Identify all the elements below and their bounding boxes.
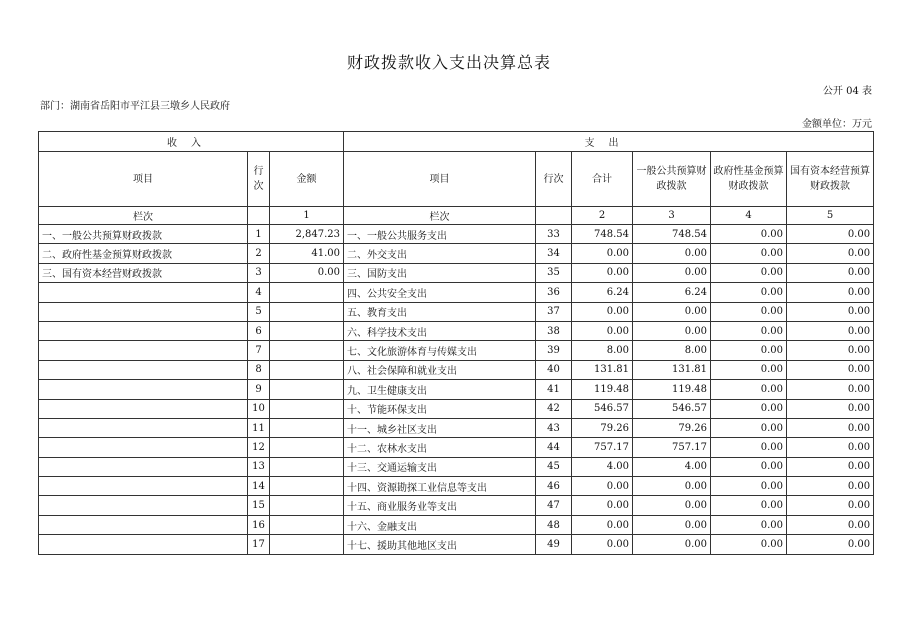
income-row-no-cell: 13 [248,457,270,476]
expense-row-no-cell: 41 [536,380,572,399]
table-row [39,263,874,282]
table-row [39,360,874,379]
expense-row-no-cell: 42 [536,399,572,418]
income-item-cell [39,360,248,379]
income-amount-cell [270,515,344,534]
unit-label: 金额单位：万元 [802,119,872,130]
income-item-cell: 三、国有资本经营财政拨款 [39,263,248,282]
table-row [39,283,874,302]
income-row-no-cell: 17 [248,535,270,554]
expense-item-cell: 十六、金融支出 [344,515,536,534]
expense-item-header: 项目 [344,152,536,207]
income-item-cell [39,380,248,399]
income-row-no-cell: 5 [248,302,270,321]
gov-fund-cell: 0.00 [711,341,787,360]
index-col-5: 5 [787,207,874,225]
expense-section: 支出 [344,132,874,152]
income-index-label: 栏次 [39,207,248,225]
expense-row-no-cell: 45 [536,457,572,476]
total-header: 合计 [572,152,633,207]
general-budget-cell: 4.00 [633,457,711,476]
state-capital-cell: 0.00 [787,380,874,399]
income-amount-cell [270,380,344,399]
state-capital-cell: 0.00 [787,225,874,244]
income-amount-cell [270,360,344,379]
expense-row-no-cell: 39 [536,341,572,360]
expense-row-no-cell: 49 [536,535,572,554]
expense-item-cell: 十七、援助其他地区支出 [344,535,536,554]
expense-item-cell: 十四、资源勘探工业信息等支出 [344,477,536,496]
total-cell: 0.00 [572,263,633,282]
total-cell: 119.48 [572,380,633,399]
state-capital-cell: 0.00 [787,302,874,321]
gov-fund-cell: 0.00 [711,244,787,263]
income-index-col: 1 [270,207,344,225]
total-cell: 0.00 [572,535,633,554]
income-row-no-cell: 1 [248,225,270,244]
gov-fund-cell: 0.00 [711,457,787,476]
general-budget-cell: 8.00 [633,341,711,360]
income-amount-cell [270,496,344,515]
gov-fund-cell: 0.00 [711,302,787,321]
income-item-cell [39,302,248,321]
total-cell: 79.26 [572,418,633,437]
state-capital-cell: 0.00 [787,438,874,457]
table-row [39,496,874,515]
general-budget-header: 一般公共预算财政拨款 [633,152,711,207]
expense-index-blank [536,207,572,225]
department-label: 部门：湖南省岳阳市平江县三墩乡人民政府 [40,101,230,112]
state-capital-cell: 0.00 [787,263,874,282]
general-budget-cell: 131.81 [633,360,711,379]
gov-fund-cell: 0.00 [711,418,787,437]
gov-fund-cell: 0.00 [711,399,787,418]
expense-item-cell: 十一、城乡社区支出 [344,418,536,437]
expense-row-no-cell: 33 [536,225,572,244]
income-amount-cell [270,418,344,437]
income-amount-cell [270,535,344,554]
expense-item-cell: 五、教育支出 [344,302,536,321]
state-capital-cell: 0.00 [787,321,874,340]
total-cell: 4.00 [572,457,633,476]
gov-fund-cell: 0.00 [711,321,787,340]
expense-item-cell: 十二、农林水支出 [344,438,536,457]
income-amount-cell [270,457,344,476]
table-row [39,244,874,263]
income-item-cell [39,321,248,340]
gov-fund-cell: 0.00 [711,496,787,515]
income-item-cell [39,535,248,554]
income-row-no-header: 行次 [248,152,270,207]
total-cell: 0.00 [572,496,633,515]
state-capital-cell: 0.00 [787,457,874,476]
table-row [39,341,874,360]
general-budget-cell: 0.00 [633,244,711,263]
state-capital-cell: 0.00 [787,477,874,496]
expense-item-cell: 八、社会保障和就业支出 [344,360,536,379]
state-capital-cell: 0.00 [787,360,874,379]
income-row-no-cell: 9 [248,380,270,399]
income-amount-cell [270,283,344,302]
general-budget-cell: 748.54 [633,225,711,244]
expense-row-no-cell: 46 [536,477,572,496]
income-amount-cell: 41.00 [270,244,344,263]
income-item-cell [39,418,248,437]
total-cell: 748.54 [572,225,633,244]
total-cell: 131.81 [572,360,633,379]
expense-row-no-cell: 44 [536,438,572,457]
state-capital-cell: 0.00 [787,418,874,437]
table-row [39,302,874,321]
income-section: 收入 [39,132,344,152]
state-capital-cell: 0.00 [787,399,874,418]
gov-fund-cell: 0.00 [711,263,787,282]
total-cell: 0.00 [572,321,633,340]
income-item-cell [39,515,248,534]
general-budget-cell: 0.00 [633,496,711,515]
general-budget-cell: 0.00 [633,263,711,282]
expense-item-cell: 十三、交通运输支出 [344,457,536,476]
income-row-no-cell: 12 [248,438,270,457]
table-row [39,457,874,476]
expense-item-cell: 十、节能环保支出 [344,399,536,418]
expense-item-cell: 三、国防支出 [344,263,536,282]
income-item-cell [39,283,248,302]
general-budget-cell: 546.57 [633,399,711,418]
table-row [39,535,874,554]
table-row [39,515,874,534]
total-cell: 757.17 [572,438,633,457]
index-col-3: 3 [633,207,711,225]
page-title: 财政拨款收入支出决算总表 [346,53,551,72]
income-row-no-cell: 3 [248,263,270,282]
gov-fund-cell: 0.00 [711,535,787,554]
income-amount-header: 金额 [270,152,344,207]
state-capital-cell: 0.00 [787,496,874,515]
gov-fund-cell: 0.00 [711,225,787,244]
general-budget-cell: 0.00 [633,515,711,534]
table-row [39,399,874,418]
expense-row-no-cell: 36 [536,283,572,302]
income-amount-cell [270,399,344,418]
gov-fund-cell: 0.00 [711,380,787,399]
total-cell: 0.00 [572,477,633,496]
income-row-no-cell: 4 [248,283,270,302]
general-budget-cell: 119.48 [633,380,711,399]
expense-row-no-cell: 35 [536,263,572,282]
table-row [39,477,874,496]
income-amount-cell [270,438,344,457]
index-col-2: 2 [572,207,633,225]
income-amount-cell: 2,847.23 [270,225,344,244]
expense-row-no-cell: 34 [536,244,572,263]
expense-row-no-header: 行次 [536,152,572,207]
income-item-cell [39,341,248,360]
gov-fund-cell: 0.00 [711,360,787,379]
gov-fund-cell: 0.00 [711,283,787,302]
income-item-cell [39,399,248,418]
expense-item-cell: 九、卫生健康支出 [344,380,536,399]
income-row-no-cell: 14 [248,477,270,496]
expense-item-cell: 七、文化旅游体育与传媒支出 [344,341,536,360]
income-amount-cell [270,341,344,360]
section-header-row [39,132,874,152]
gov-fund-cell: 0.00 [711,477,787,496]
form-number: 公开 04 表 [822,86,872,97]
gov-fund-header: 政府性基金预算财政拨款 [711,152,787,207]
table-row [39,225,874,244]
expense-index-label: 栏次 [344,207,536,225]
expense-row-no-cell: 48 [536,515,572,534]
state-capital-cell: 0.00 [787,283,874,302]
gov-fund-cell: 0.00 [711,438,787,457]
table-row [39,380,874,399]
income-item-cell [39,457,248,476]
income-row-no-cell: 8 [248,360,270,379]
general-budget-cell: 0.00 [633,321,711,340]
state-capital-header: 国有资本经营预算财政拨款 [787,152,874,207]
expense-item-cell: 二、外交支出 [344,244,536,263]
table-row [39,321,874,340]
table-row [39,418,874,437]
total-cell: 0.00 [572,302,633,321]
expense-row-no-cell: 37 [536,302,572,321]
income-row-no-cell: 10 [248,399,270,418]
income-amount-cell [270,302,344,321]
total-cell: 0.00 [572,515,633,534]
income-item-cell: 一、一般公共预算财政拨款 [39,225,248,244]
expense-row-no-cell: 43 [536,418,572,437]
income-item-cell [39,477,248,496]
expense-row-no-cell: 47 [536,496,572,515]
gov-fund-cell: 0.00 [711,515,787,534]
general-budget-cell: 757.17 [633,438,711,457]
state-capital-cell: 0.00 [787,341,874,360]
table-row [39,438,874,457]
income-index-blank [248,207,270,225]
index-row [39,207,874,225]
income-item-cell: 二、政府性基金预算财政拨款 [39,244,248,263]
income-row-no-cell: 7 [248,341,270,360]
general-budget-cell: 6.24 [633,283,711,302]
expense-item-cell: 十五、商业服务业等支出 [344,496,536,515]
income-item-header: 项目 [39,152,248,207]
column-header-row [39,152,874,207]
income-row-no-cell: 16 [248,515,270,534]
expense-item-cell: 六、科学技术支出 [344,321,536,340]
index-col-4: 4 [711,207,787,225]
income-row-no-cell: 11 [248,418,270,437]
expense-row-no-cell: 38 [536,321,572,340]
total-cell: 6.24 [572,283,633,302]
income-amount-cell: 0.00 [270,263,344,282]
income-item-cell [39,438,248,457]
total-cell: 0.00 [572,244,633,263]
total-cell: 8.00 [572,341,633,360]
general-budget-cell: 79.26 [633,418,711,437]
income-row-no-cell: 6 [248,321,270,340]
budget-table [38,131,874,555]
income-row-no-cell: 15 [248,496,270,515]
income-item-cell [39,496,248,515]
state-capital-cell: 0.00 [787,535,874,554]
income-row-no-cell: 2 [248,244,270,263]
general-budget-cell: 0.00 [633,477,711,496]
expense-item-cell: 四、公共安全支出 [344,283,536,302]
expense-row-no-cell: 40 [536,360,572,379]
total-cell: 546.57 [572,399,633,418]
state-capital-cell: 0.00 [787,515,874,534]
expense-item-cell: 一、一般公共服务支出 [344,225,536,244]
state-capital-cell: 0.00 [787,244,874,263]
general-budget-cell: 0.00 [633,535,711,554]
income-amount-cell [270,477,344,496]
income-amount-cell [270,321,344,340]
general-budget-cell: 0.00 [633,302,711,321]
